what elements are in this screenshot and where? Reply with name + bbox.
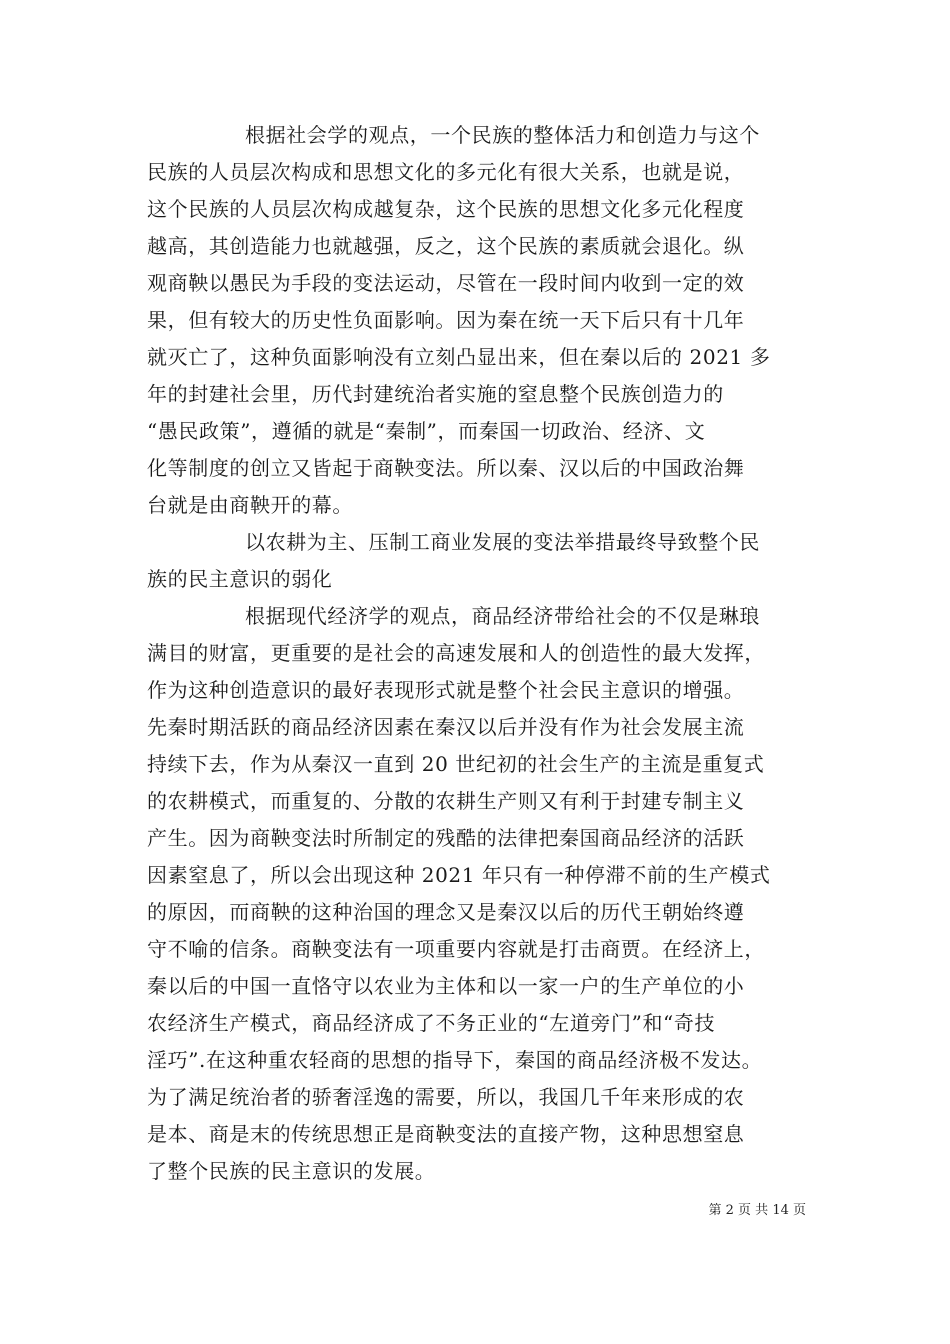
paragraph-1-line-11: 台就是由商鞅开的幕。 bbox=[147, 493, 353, 517]
paragraph-2-line-2: 满目的财富，更重要的是社会的高速发展和人的创造性的最大发挥， bbox=[147, 641, 765, 665]
paragraph-2-line-10: 守不喻的信条。商鞅变法有一项重要内容就是打击商贾。在经济上， bbox=[147, 937, 765, 961]
paragraph-2-line-1: 根据现代经济学的观点，商品经济带给社会的不仅是琳琅 bbox=[245, 604, 760, 628]
section-heading-line-2: 族的民主意识的弱化 bbox=[147, 567, 333, 591]
paragraph-1-line-1: 根据社会学的观点，一个民族的整体活力和创造力与这个 bbox=[245, 123, 760, 147]
paragraph-1-line-6: 果，但有较大的历史性负面影响。因为秦在统一天下后只有十几年 bbox=[147, 308, 745, 332]
paragraph-1-line-7: 就灭亡了，这种负面影响没有立刻凸显出来，但在秦以后的 2021 多 bbox=[147, 345, 771, 369]
paragraph-1-line-3: 这个民族的人员层次构成越复杂，这个民族的思想文化多元化程度 bbox=[147, 197, 745, 221]
paragraph-1-line-9: “愚民政策”，遵循的就是“秦制”，而秦国一切政治、经济、文 bbox=[147, 419, 706, 443]
page-number: 第 2 页 共 14 页 bbox=[708, 1203, 806, 1218]
paragraph-2-line-6: 的农耕模式，而重复的、分散的农耕生产则又有利于封建专制主义 bbox=[147, 789, 745, 813]
paragraph-1-line-5: 观商鞅以愚民为手段的变法运动，尽管在一段时间内收到一定的效 bbox=[147, 271, 745, 295]
paragraph-2-line-14: 为了满足统治者的骄奢淫逸的需要，所以，我国几千年来形成的农 bbox=[147, 1085, 745, 1109]
paragraph-2-line-7: 产生。因为商鞅变法时所制定的残酷的法律把秦国商品经济的活跃 bbox=[147, 826, 745, 850]
section-heading-line-1: 以农耕为主、压制工商业发展的变法举措最终导致整个民 bbox=[245, 530, 760, 554]
paragraph-1-line-8: 年的封建社会里，历代封建统治者实施的窒息整个民族创造力的 bbox=[147, 382, 724, 406]
paragraph-2-line-16: 了整个民族的民主意识的发展。 bbox=[147, 1159, 436, 1183]
paragraph-2-line-8: 因素窒息了，所以会出现这种 2021 年只有一种停滞不前的生产模式 bbox=[147, 863, 771, 887]
paragraph-2-line-12: 农经济生产模式，商品经济成了不务正业的“左道旁门”和“奇技 bbox=[147, 1011, 716, 1035]
paragraph-2-line-4: 先秦时期活跃的商品经济因素在秦汉以后并没有作为社会发展主流 bbox=[147, 715, 745, 739]
paragraph-2-line-15: 是本、商是末的传统思想正是商鞅变法的直接产物，这种思想窒息 bbox=[147, 1122, 745, 1146]
paragraph-2-line-13: 淫巧”.在这种重农轻商的思想的指导下，秦国的商品经济极不发达。 bbox=[147, 1048, 763, 1072]
paragraph-1-line-10: 化等制度的创立又皆起于商鞅变法。所以秦、汉以后的中国政治舞 bbox=[147, 456, 745, 480]
paragraph-1-line-2: 民族的人员层次构成和思想文化的多元化有很大关系，也就是说， bbox=[147, 160, 745, 184]
paragraph-2-line-11: 秦以后的中国一直恪守以农业为主体和以一家一户的生产单位的小 bbox=[147, 974, 745, 998]
paragraph-1-line-4: 越高，其创造能力也就越强，反之，这个民族的素质就会退化。纵 bbox=[147, 234, 745, 258]
paragraph-2-line-5: 持续下去，作为从秦汉一直到 20 世纪初的社会生产的主流是重复式 bbox=[147, 752, 765, 776]
paragraph-2-line-9: 的原因，而商鞅的这种治国的理念又是秦汉以后的历代王朝始终遵 bbox=[147, 900, 745, 924]
paragraph-2-line-3: 作为这种创造意识的最好表现形式就是整个社会民主意识的增强。 bbox=[147, 678, 745, 702]
